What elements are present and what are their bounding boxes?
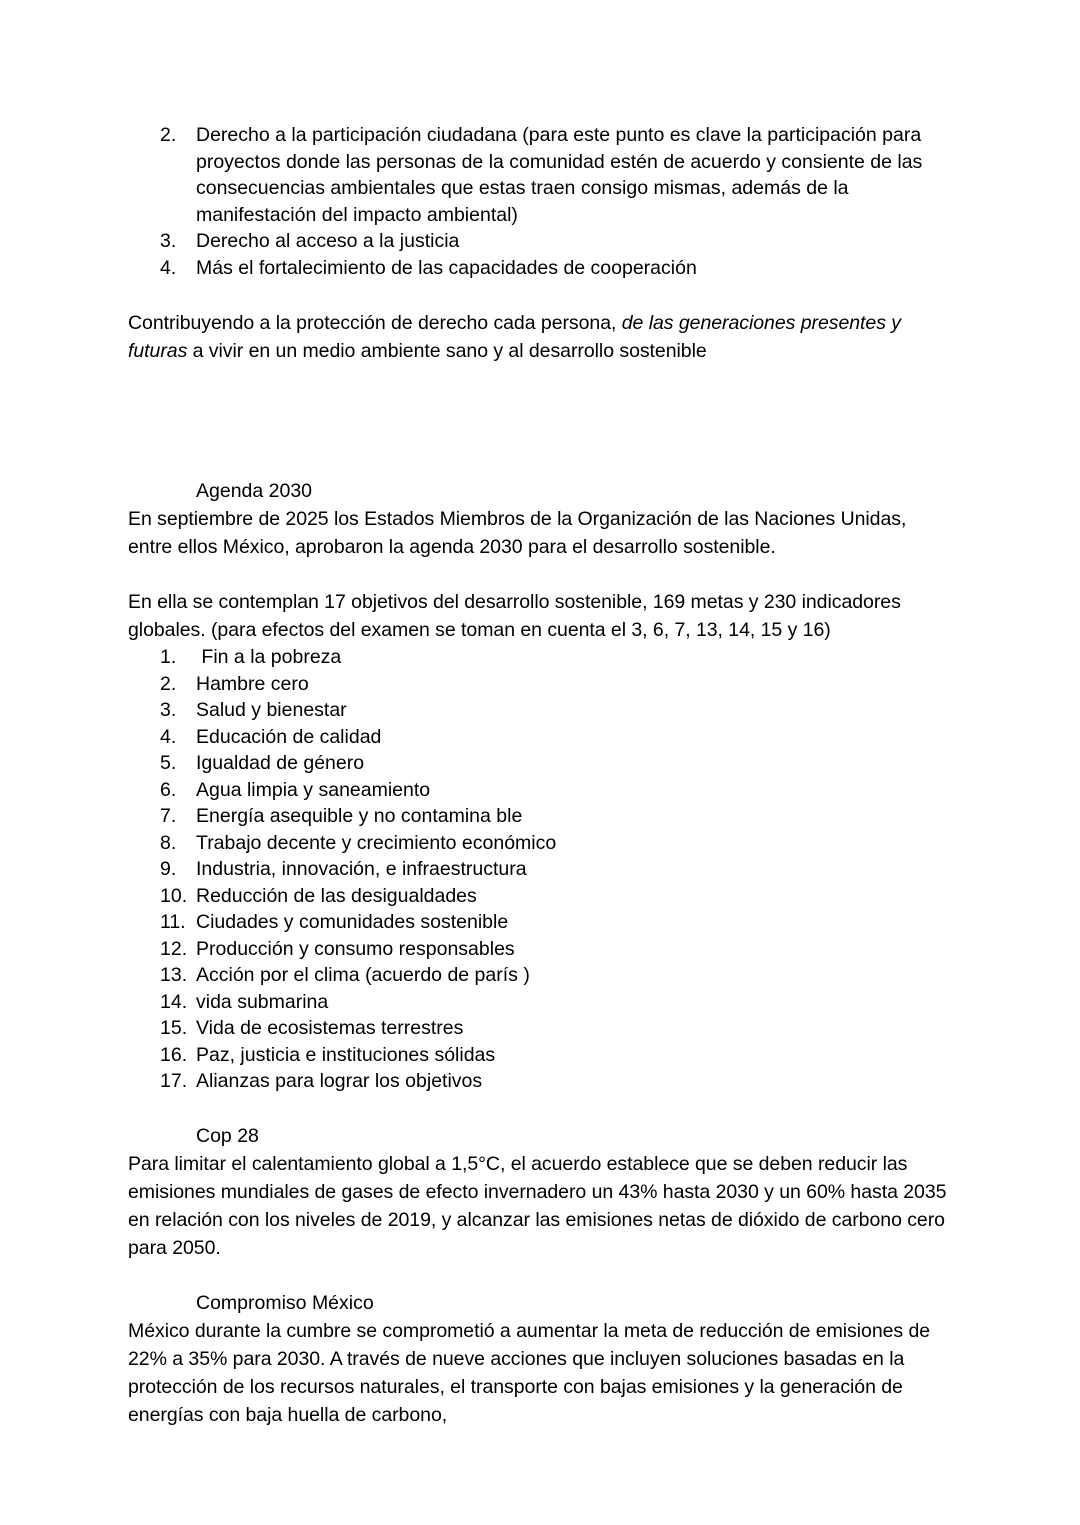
list-marker: 11.	[160, 911, 186, 933]
list-marker: 4.	[160, 256, 177, 279]
list-item-text: Hambre cero	[196, 672, 309, 695]
commitment-heading: Compromiso México	[196, 1291, 374, 1314]
list-item-text: Industria, innovación, e infraestructura	[196, 858, 527, 880]
agenda-intro: En septiembre de 2025 los Estados Miembros de la Organización de las Naciones Unidas, entre ellos México, aprobaron la agenda 2030 para el desarrollo sostenible.	[128, 508, 907, 558]
list-marker: 7.	[160, 805, 177, 827]
spacer	[128, 281, 948, 309]
contributing-lead: Contribuyendo a la protección de derecho cada persona,	[128, 312, 622, 334]
sdg-objectives-list	[128, 644, 948, 1095]
list-item-text: Producción y consumo responsables	[196, 937, 515, 960]
cop28-heading: Cop 28	[196, 1124, 259, 1147]
list-item	[128, 697, 948, 724]
list-item	[128, 1042, 948, 1069]
list-marker: 12.	[160, 937, 188, 960]
cop28-body: Para limitar el calentamiento global a 1,5°C, el acuerdo establece que se deben reducir las emisiones mundiales de gases de efecto invernadero un 43% hasta 2030 y un 60% hasta 2035 en relación con los niveles de 2019, y alcanzar las emisiones netas de dióxido de carbono cero para 2050.	[128, 1152, 947, 1259]
list-item-text: Más el fortalecimiento de las capacidades de cooperación	[196, 256, 697, 279]
list-marker: 15.	[160, 1017, 188, 1039]
list-item	[128, 724, 948, 751]
agenda-heading: Agenda 2030	[196, 480, 313, 502]
list-item	[128, 830, 948, 857]
list-item	[128, 909, 948, 936]
list-item	[128, 856, 948, 883]
list-item-text: Fin a la pobreza	[196, 646, 342, 668]
contributing-paragraph	[128, 309, 948, 365]
list-marker: 1.	[160, 646, 177, 668]
list-item	[128, 228, 948, 255]
contributing-tail: a vivir en un medio ambiente sano y al desarrollo sostenible	[187, 340, 707, 362]
list-marker: 8.	[160, 831, 177, 854]
list-item	[128, 122, 948, 228]
list-marker: 4.	[160, 725, 177, 748]
list-item	[128, 255, 948, 282]
list-item-text: Educación de calidad	[196, 725, 382, 748]
list-marker: 6.	[160, 778, 177, 801]
list-item	[128, 936, 948, 963]
list-item-text: Energía asequible y no contamina ble	[196, 805, 523, 827]
list-item-text: Derecho a la participación ciudadana (para este punto es clave la participación para proyectos donde las personas de la comunidad estén de acuerdo y consiente de las consecuencias ambientales que estas traen consigo mismas, además de la manifestación del impacto ambiental)	[196, 124, 923, 226]
list-item-text: Paz, justicia e instituciones sólidas	[196, 1043, 496, 1066]
agenda-objectives-intro: En ella se contemplan 17 objetivos del desarrollo sostenible, 169 metas y 230 indicadores globales. (para efectos del examen se toman en cuenta el 3, 6, 7, 13, 14, 15 y 16)	[128, 591, 901, 641]
list-item	[128, 750, 948, 777]
list-item-text: Derecho al acceso a la justicia	[196, 230, 460, 252]
list-marker: 2.	[160, 124, 177, 146]
list-item-text: Agua limpia y saneamiento	[196, 778, 431, 801]
list-item-text: Vida de ecosistemas terrestres	[196, 1017, 464, 1039]
list-item	[128, 777, 948, 804]
document-content	[128, 122, 948, 1429]
list-marker: 13.	[160, 964, 188, 986]
list-item	[128, 1015, 948, 1042]
list-marker: 3.	[160, 230, 177, 252]
list-item-text: Ciudades y comunidades sostenible	[196, 911, 509, 933]
spacer	[128, 1095, 948, 1122]
spacer	[128, 1262, 948, 1289]
list-marker: 10.	[160, 884, 188, 907]
list-marker: 17.	[160, 1070, 188, 1092]
list-marker: 14.	[160, 990, 188, 1013]
commitment-body: México durante la cumbre se comprometió a aumentar la meta de reducción de emisiones de 22% a 35% para 2030. A través de nueve acciones que incluyen soluciones basadas en la protección de los recursos naturales, el transporte con bajas emisiones y la generación de energías con baja huella de carbono,	[128, 1319, 931, 1426]
rights-list	[128, 122, 948, 281]
list-item-text: Reducción de las desigualdades	[196, 884, 477, 907]
list-marker: 3.	[160, 699, 177, 721]
contributing-italic: de las generaciones presentes y futuras	[128, 312, 901, 362]
list-item-text: vida submarina	[196, 990, 329, 1013]
list-item-text: Alianzas para lograr los objetivos	[196, 1070, 483, 1092]
list-item	[128, 671, 948, 698]
spacer	[128, 365, 948, 477]
list-item-text: Salud y bienestar	[196, 699, 347, 721]
list-item	[128, 883, 948, 910]
list-marker: 16.	[160, 1043, 188, 1066]
list-item-text: Trabajo decente y crecimiento económico	[196, 831, 557, 854]
list-marker: 9.	[160, 858, 177, 880]
list-marker: 2.	[160, 672, 177, 695]
spacer	[128, 561, 948, 588]
list-item	[128, 989, 948, 1016]
list-item	[128, 1068, 948, 1095]
list-item-text: Acción por el clima (acuerdo de parís )	[196, 964, 530, 986]
list-item	[128, 644, 948, 671]
list-marker: 5.	[160, 752, 177, 774]
list-item	[128, 962, 948, 989]
list-item-text: Igualdad de género	[196, 752, 365, 774]
list-item	[128, 803, 948, 830]
